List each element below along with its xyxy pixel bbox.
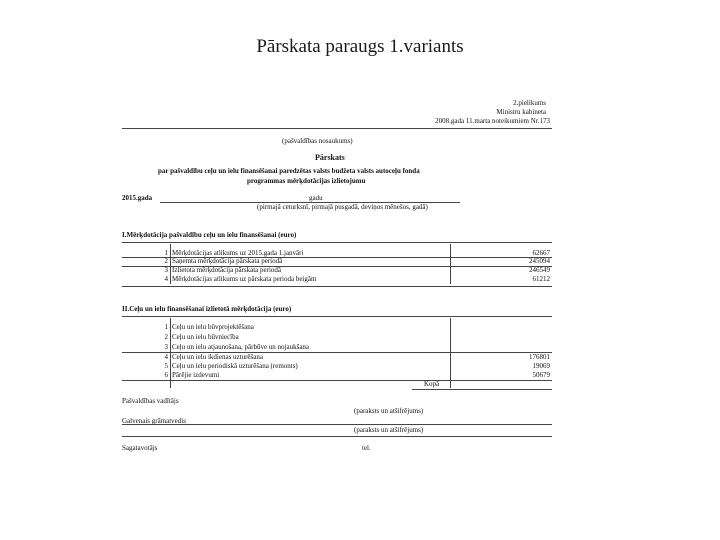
accountant-label: Galvenais grāmatvedis [122, 417, 186, 425]
row-rule [122, 380, 552, 381]
row-value: 246549 [529, 266, 550, 274]
accountant-caption: (paraksts un atšifrējums) [354, 426, 424, 434]
row-label: Pārējie izdevumi [172, 371, 220, 379]
period-word: gadu [309, 194, 323, 202]
total-label: Kopā [424, 380, 440, 388]
row-number: 1 [164, 323, 168, 331]
phone-label: tel. [362, 444, 371, 452]
header-annex: 2.pielikums [513, 99, 546, 107]
header-cabinet: Ministru kabineta [496, 108, 546, 116]
section2-title: II.Ceļu un ielu finansēšanai izlietotā mērķdotācija (euro) [122, 305, 292, 313]
row-number: 3 [164, 266, 168, 274]
total-rule [412, 389, 552, 390]
section1-rule [122, 242, 552, 243]
table-row [122, 354, 552, 362]
section1-bottom [122, 286, 552, 287]
row-number: 2 [164, 257, 168, 265]
row-value: 245094 [529, 257, 550, 265]
report-title: Pārskats [315, 153, 345, 162]
signature-rule [122, 436, 552, 437]
row-value: 62667 [532, 249, 550, 257]
head-label: Pašvaldības vadītājs [122, 397, 179, 405]
table-row [122, 363, 552, 371]
header-regulation: 2008.gada 11.marta noteikumiem Nr.173 [435, 117, 550, 125]
section1-title: I.Mērķdotācija pašvaldību ceļu un ielu finansēšanai (euro) [122, 231, 297, 239]
head-caption: (paraksts un atšifrējums) [354, 407, 424, 415]
row-number: 3 [164, 343, 168, 351]
row-value: 19069 [532, 362, 550, 370]
table-row [122, 258, 552, 266]
row-label: Ceļu un ielu būvprojektēšana [172, 323, 254, 331]
report-subtitle-2: programmas mērķdotācijas izlietojumu [247, 177, 366, 185]
row-highlight-top [122, 257, 552, 258]
row-value: 176801 [529, 353, 550, 361]
row-label: Mērķdotācijas atlikums uz pārskata perioda beigām [172, 275, 317, 283]
municipality-caption: (pašvaldības nosaukums) [282, 137, 353, 145]
table-row [122, 372, 552, 380]
row-number: 5 [164, 362, 168, 370]
row-value: 61212 [532, 275, 550, 283]
table-row [122, 344, 552, 352]
row-label: Mērķdotācijas atlikums uz 2015.gada 1.janvāri [172, 249, 304, 257]
row-number: 4 [164, 275, 168, 283]
row-number: 2 [164, 333, 168, 341]
row-number: 4 [164, 353, 168, 361]
row-label: Ceļu un ielu būvniecība [172, 333, 239, 341]
row-number: 1 [164, 249, 168, 257]
period-caption: (pirmajā ceturksnī, pirmajā pusgadā, deviņos mēnešos, gadā) [257, 203, 428, 211]
signature-rule [122, 424, 552, 425]
row-value: 50679 [532, 371, 550, 379]
row-label: Izlietota mērķdotācija pārskata periodā [172, 266, 282, 274]
section2-rule [122, 316, 552, 317]
table-row [122, 324, 552, 332]
table-row [122, 276, 552, 284]
table-row [122, 334, 552, 342]
slide-title: Pārskata paraugs 1.variants [256, 36, 464, 57]
table-row [122, 267, 552, 275]
divider [122, 128, 552, 129]
row-number: 6 [164, 371, 168, 379]
preparer-label: Sagatavotājs [122, 444, 158, 452]
report-year: 2015.gada [122, 194, 153, 202]
report-document [122, 96, 552, 454]
row-label: Ceļu un ielu periodiskā uzturēšana (remonts) [172, 362, 298, 370]
report-subtitle-1: par pašvaldību ceļu un ielu finansēšanai paredzētas valsts budžeta valsts autoceļu fonda [158, 167, 420, 175]
row-label: Ceļu un ielu ikdienas uzturēšana [172, 353, 263, 361]
row-label: Ceļu un ielu atjaunošana, pārbūve un nojaukšana [172, 343, 310, 351]
row-label: Saņemta mērķdotācija pārskata periodā [172, 257, 283, 265]
